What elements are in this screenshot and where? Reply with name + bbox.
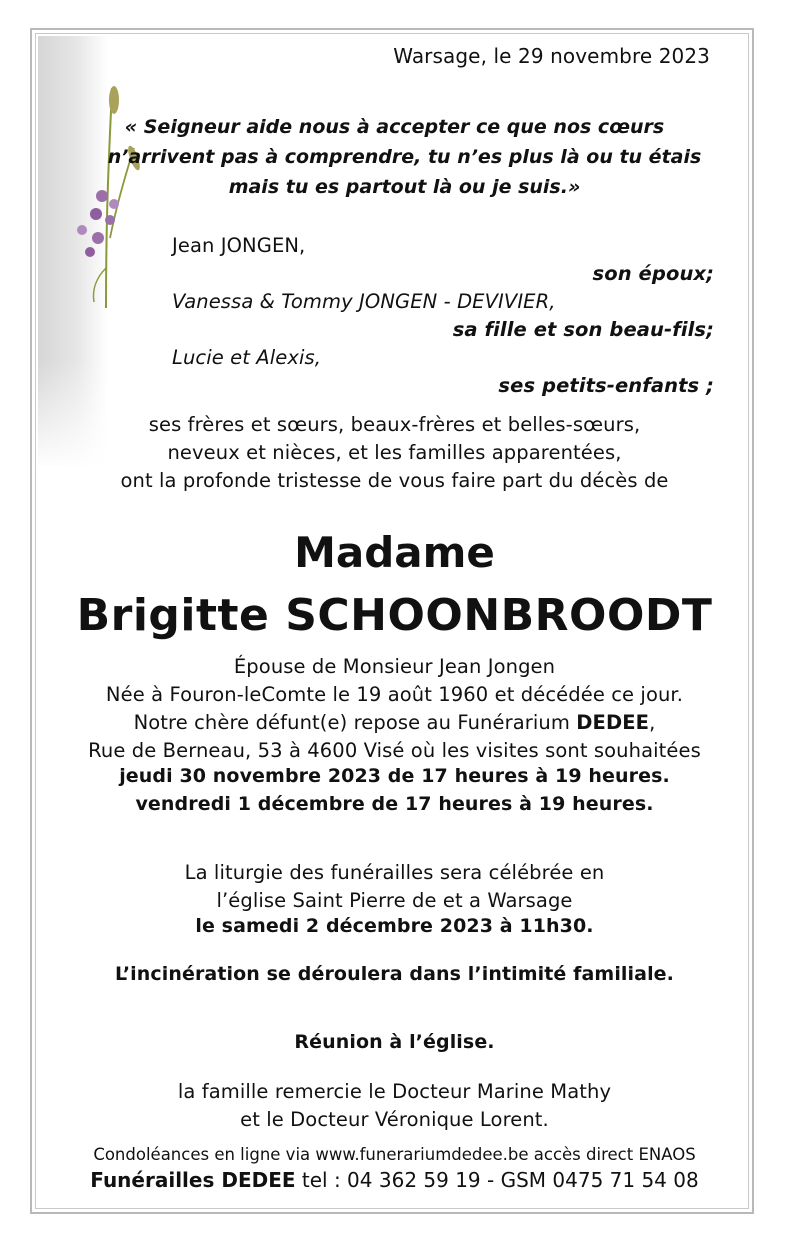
visit-day-1: jeudi 30 novembre 2023 de 17 heures à 19 heures. xyxy=(119,765,670,787)
family-relation-1: son époux; xyxy=(592,262,714,285)
deceased-name: Brigitte SCHOONBROODT xyxy=(76,590,713,641)
contact-phones: tel : 04 362 59 19 - GSM 0475 71 54 08 xyxy=(295,1168,699,1192)
announcement-line-2: neveux et nièces, et les familles apparentées, xyxy=(167,441,622,464)
visit-day-2: vendredi 1 décembre de 17 heures à 19 heures. xyxy=(135,793,654,815)
cremation-note: L’incinération se déroulera dans l’intimité familiale. xyxy=(114,963,674,985)
deceased-title: Madame xyxy=(294,528,495,577)
family-name-1: Jean JONGEN, xyxy=(172,234,306,257)
family-name-2: Vanessa & Tommy JONGEN - DEVIVIER, xyxy=(172,290,556,313)
detail-birth: Née à Fouron-leComte le 19 août 1960 et décédée ce jour. xyxy=(105,683,684,706)
quote-line-2: n’arrivent pas à comprendre, tu n’es plus là ou tu étais xyxy=(107,146,702,168)
announcement-line-1: ses frères et sœurs, beaux-frères et belles-sœurs, xyxy=(148,413,641,436)
detail-funerarium-text: Notre chère défunt(e) repose au Funérarium xyxy=(133,711,577,734)
condolences-line: Condoléances en ligne via www.funerariumdedee.be accès direct ENAOS xyxy=(93,1145,696,1164)
detail-funerarium xyxy=(0,711,789,734)
ceremony-line-2: l’église Saint Pierre de et a Warsage xyxy=(216,889,573,912)
family-name-3: Lucie et Alexis, xyxy=(172,346,322,369)
place-date: Warsage, le 29 novembre 2023 xyxy=(393,44,710,68)
company-name: Funérailles DEDEE xyxy=(90,1168,296,1192)
family-relation-2: sa fille et son beau-fils; xyxy=(452,318,714,341)
thanks-line-2: et le Docteur Véronique Lorent. xyxy=(240,1108,549,1131)
quote-line-3: mais tu es partout là ou je suis.» xyxy=(228,176,581,198)
ceremony-date: le samedi 2 décembre 2023 à 11h30. xyxy=(195,915,594,937)
reunion-note: Réunion à l’église. xyxy=(294,1031,495,1053)
thanks-line-1: la famille remercie le Docteur Marine Mathy xyxy=(177,1080,612,1103)
quote-line-1: « Seigneur aide nous à accepter ce que nos cœurs xyxy=(124,116,665,138)
family-relation-3: ses petits-enfants ; xyxy=(498,374,714,397)
detail-funerarium-comma: , xyxy=(649,711,656,734)
funerarium-name: DEDEE xyxy=(576,711,650,734)
detail-address: Rue de Berneau, 53 à 4600 Visé où les visites sont souhaitées xyxy=(88,739,701,762)
detail-spouse: Épouse de Monsieur Jean Jongen xyxy=(233,655,556,678)
footer-contact xyxy=(0,1168,789,1192)
ceremony-line-1: La liturgie des funérailles sera célébrée en xyxy=(184,861,605,884)
announcement-line-3: ont la profonde tristesse de vous faire part du décès de xyxy=(120,469,669,492)
